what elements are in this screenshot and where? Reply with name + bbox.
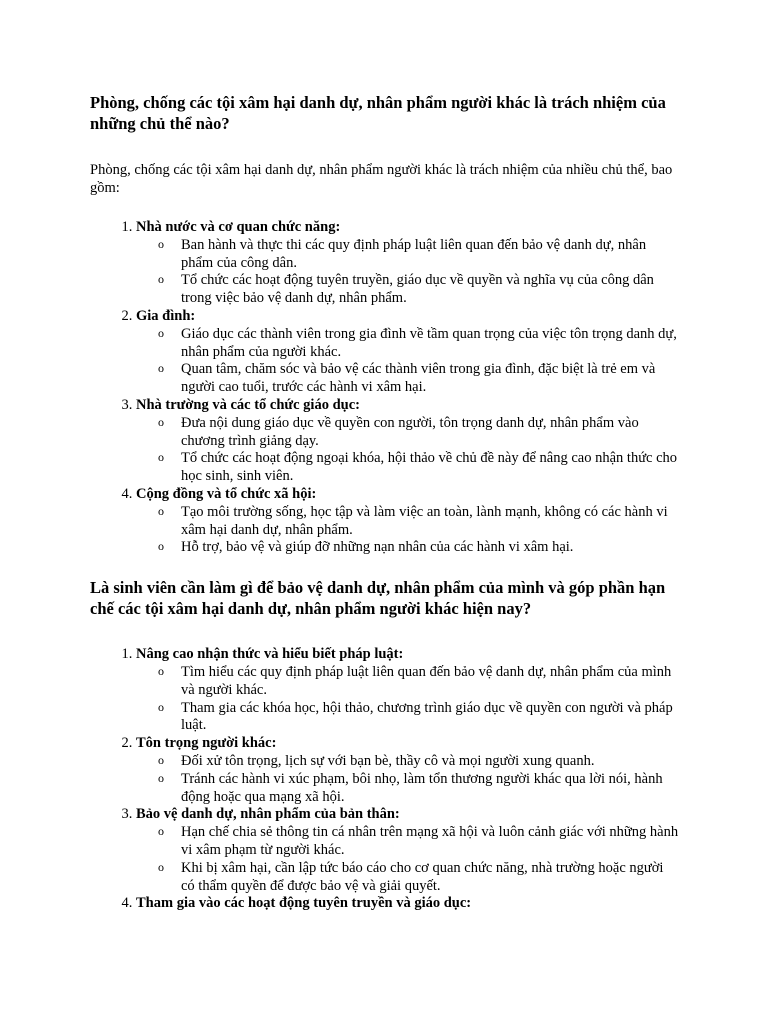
- sub-list-item: o Tránh các hành vi xúc phạm, bôi nhọ, làm tổn thương người khác qua lời nói, hành động hoặc qua mạng xã hội.: [181, 771, 680, 807]
- sub-list: [136, 664, 680, 735]
- list-item: [136, 219, 680, 308]
- list-item-heading: Gia đình:: [136, 307, 196, 324]
- sub-list-item: o Khi bị xâm hại, cần lập tức báo cáo cho cơ quan chức năng, nhà trường hoặc người có thẩm quyền để được bảo vệ và giải quyết.: [181, 860, 680, 896]
- section-2-list: [90, 646, 680, 913]
- sub-list-item: o Tham gia các khóa học, hội thảo, chương trình giáo dục về quyền con người và pháp luật.: [181, 700, 680, 736]
- section-1-list: [90, 219, 680, 557]
- sub-list-item: o Tạo môi trường sống, học tập và làm việc an toàn, lành mạnh, không có các hành vi xâm hại danh dự, nhân phẩm.: [181, 504, 680, 540]
- sub-list-item: o Ban hành và thực thi các quy định pháp luật liên quan đến bảo vệ danh dự, nhân phẩm của công dân.: [181, 237, 680, 273]
- list-item: [136, 735, 680, 806]
- sub-list: [136, 753, 680, 806]
- list-item-heading: Bảo vệ danh dự, nhân phẩm của bản thân:: [136, 806, 400, 823]
- list-item: [136, 646, 680, 735]
- list-item-heading: Tôn trọng người khác:: [136, 735, 277, 752]
- list-item: [136, 806, 680, 895]
- list-item-heading: Cộng đồng và tổ chức xã hội:: [136, 485, 317, 502]
- list-item-heading: Nhà nước và cơ quan chức năng:: [136, 219, 341, 235]
- sub-list-item: o Tổ chức các hoạt động ngoại khóa, hội thảo về chủ đề này để nâng cao nhận thức cho học sinh, sinh viên.: [181, 450, 680, 486]
- sub-list: [136, 326, 680, 397]
- sub-list-item: o Tổ chức các hoạt động tuyên truyền, giáo dục về quyền và nghĩa vụ của công dân trong việc bảo vệ danh dự, nhân phẩm.: [181, 272, 680, 308]
- list-item: [136, 486, 680, 557]
- sub-list: [136, 504, 680, 557]
- sub-list-item: o Hạn chế chia sẻ thông tin cá nhân trên mạng xã hội và luôn cảnh giác với những hành vi xâm phạm từ người khác.: [181, 824, 680, 860]
- sub-list-item: o Quan tâm, chăm sóc và bảo vệ các thành viên trong gia đình, đặc biệt là trẻ em và người cao tuổi, trước các hành vi xâm hại.: [181, 361, 680, 397]
- sub-list-item: o Tìm hiểu các quy định pháp luật liên quan đến bảo vệ danh dự, nhân phẩm của mình và người khác.: [181, 664, 680, 700]
- section-1-title: Phòng, chống các tội xâm hại danh dự, nhân phẩm người khác là trách nhiệm của những chủ thể nào?: [90, 93, 666, 133]
- list-item: [136, 397, 680, 486]
- sub-list: [136, 824, 680, 895]
- list-item-heading: Nhà trường và các tổ chức giáo dục:: [136, 396, 360, 413]
- section-1-intro: Phòng, chống các tội xâm hại danh dự, nhân phẩm người khác là trách nhiệm của nhiều chủ thể, bao gồm:: [90, 162, 673, 196]
- list-item: [136, 895, 680, 913]
- list-item: [136, 308, 680, 397]
- sub-list: [136, 237, 680, 308]
- sub-list-item: o Hỗ trợ, bảo vệ và giúp đỡ những nạn nhân của các hành vi xâm hại.: [181, 539, 680, 557]
- list-item-heading: Tham gia vào các hoạt động tuyên truyền và giáo dục:: [136, 895, 472, 912]
- list-item-heading: Nâng cao nhận thức và hiểu biết pháp luật:: [136, 646, 404, 663]
- section-2-title: Là sinh viên cần làm gì để bảo vệ danh dự, nhân phẩm của mình và góp phần hạn chế các tội xâm hại danh dự, nhân phẩm người khác hiện nay?: [90, 578, 666, 619]
- sub-list-item: o Đối xử tôn trọng, lịch sự với bạn bè, thầy cô và mọi người xung quanh.: [181, 753, 680, 771]
- sub-list-item: o Đưa nội dung giáo dục về quyền con người, tôn trọng danh dự, nhân phẩm vào chương trình giảng dạy.: [181, 415, 680, 451]
- sub-list: [136, 415, 680, 486]
- sub-list-item: o Giáo dục các thành viên trong gia đình về tầm quan trọng của việc tôn trọng danh dự, nhân phẩm của người khác.: [181, 326, 680, 362]
